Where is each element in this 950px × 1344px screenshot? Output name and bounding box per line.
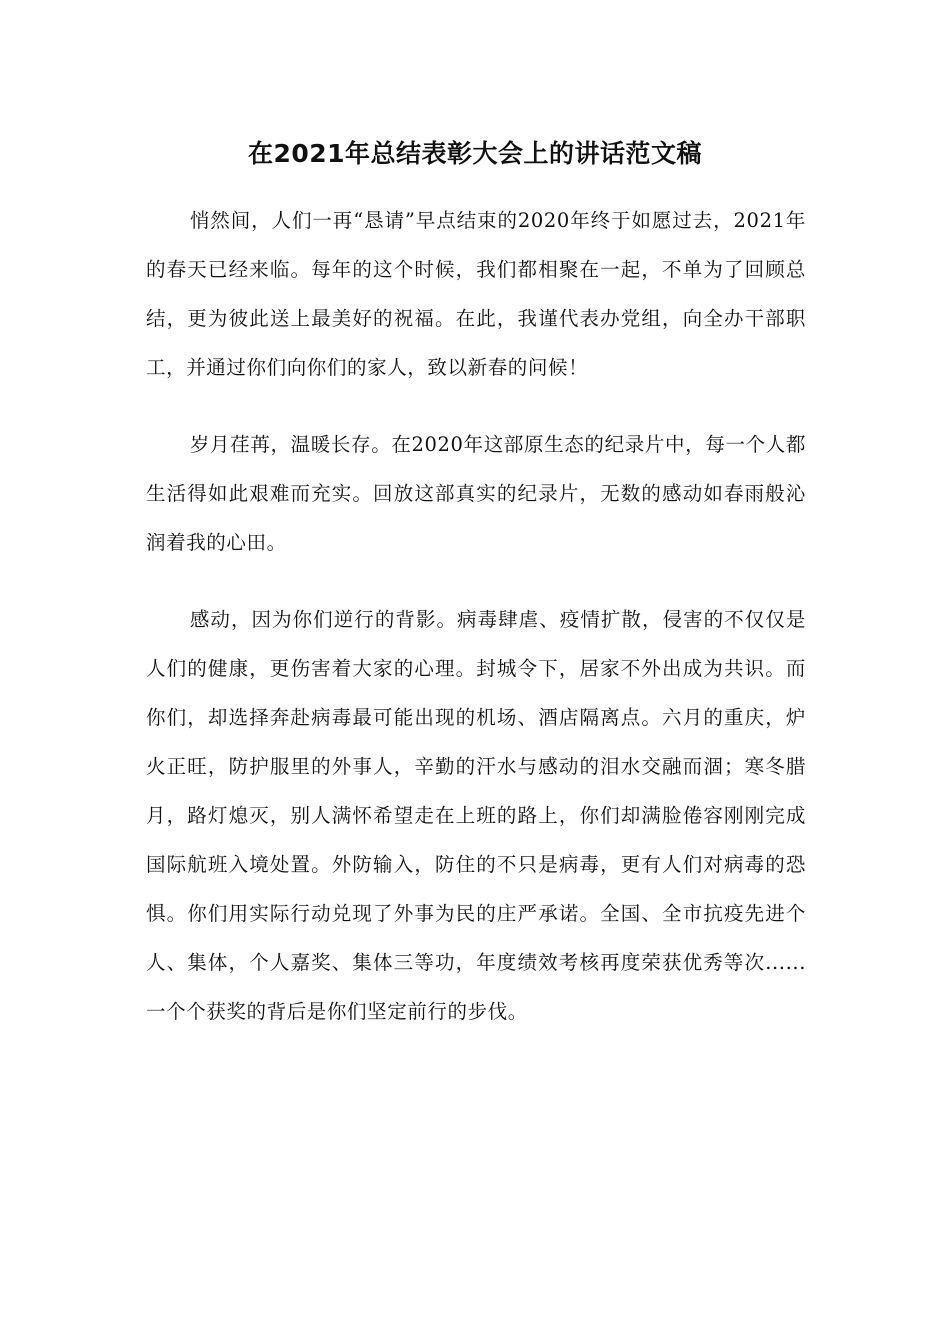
document-body: [146, 196, 806, 1064]
paragraph-1: 悄然间，人们一再“恳请”早点结束的2020年终于如愿过去，2021年的春天已经来临。每年的这个时候，我们都相聚在一起，不单为了回顾总结，更为彼此送上最美好的祝福。在此，我谨代表办党组，向全办干部职工，并通过你们向你们的家人，致以新春的问候！: [146, 209, 806, 379]
paragraph-2: 岁月荏苒，温暖长存。在2020年这部原生态的纪录片中，每一个人都生活得如此艰难而充实。回放这部真实的纪录片，无数的感动如春雨般沁润着我的心田。: [146, 433, 806, 554]
document-title: 在2021年总结表彰大会上的讲话范文稿: [247, 139, 703, 168]
paragraph-3: 感动，因为你们逆行的背影。病毒肆虐、疫情扩散，侵害的不仅仅是人们的健康，更伤害着大家的心理。封城令下，居家不外出成为共识。而你们，却选择奔赴病毒最可能出现的机场、酒店隔离点。六月的重庆，炉火正旺，防护服里的外事人，辛勤的汗水与感动的泪水交融而涸；寒冬腊月，路灯熄灭，别人满怀希望走在上班的路上，你们却满脸倦容刚刚完成国际航班入境处置。外防输入，防住的不只是病毒，更有人们对病毒的恐惧。你们用实际行动兑现了外事为民的庄严承诺。全国、全市抗疫先进个人、集体，个人嘉奖、集体三等功，年度绩效考核再度荣获优秀等次......一个个获奖的背后是你们坚定前行的步伐。: [146, 608, 806, 1023]
